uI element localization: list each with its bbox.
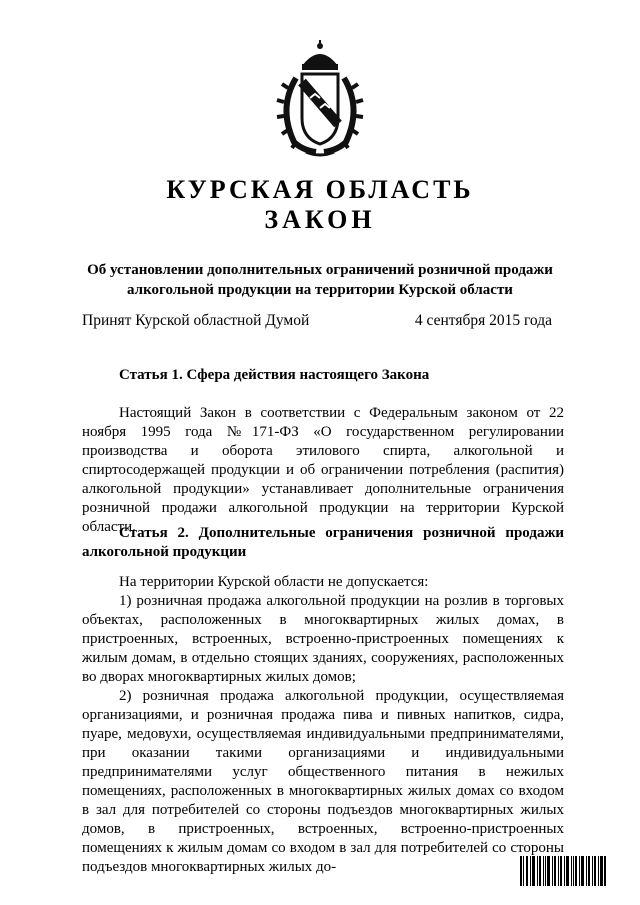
article-1-heading: Статья 1. Сфера действия настоящего Закона bbox=[119, 367, 430, 383]
law-subject-title: Об установлении дополнительных ограничений розничной продажи алкогольной продукции на территории Курской области bbox=[87, 262, 553, 298]
region-title: КУРСКАЯ ОБЛАСТЬ bbox=[166, 175, 474, 204]
article-1-text: Настоящий Закон в соответствии с Федеральным законом от 22 ноября 1995 года №171-ФЗ «О государственном регулировании производства и оборота этилового спирта, алкогольной и спиртосодержащей продукции и об ограничении потребления (распития) алкогольной продукции» устанавливает дополнительные ограничения розничной продажи алкогольной продукции на территории Курской области. bbox=[82, 405, 564, 535]
article-2-intro: На территории Курской области не допускается: bbox=[119, 574, 429, 590]
adoption-line bbox=[82, 311, 552, 331]
barcode-icon bbox=[520, 856, 606, 886]
adopted-by: Принят Курской областной Думой bbox=[82, 312, 310, 329]
document-type-title: ЗАКОН bbox=[264, 205, 376, 234]
article-2-item-2: 2) розничная продажа алкогольной продукции, осуществляемая организациями, и розничная продажа пива и пивных напитков, сидра, пуаре, медовухи, осуществляемая индивидуальными предпринимателями, при оказании такими организациями и индивидуальными предпринимателями услуг общественного питания в нежилых помещениях, расположенных в многоквартирных жилых домах со входом в зал для потребителей со стороны подъездов многоквартирных жилых домов, в пристроенных, встроенных, встроенно-пристроенных помещениях к жилым домам со входом в зал для потребителей со стороны подъездов многоквартирных жилых до- bbox=[82, 688, 564, 875]
coat-of-arms-icon bbox=[272, 38, 368, 158]
article-2-item-1: 1) розничная продажа алкогольной продукции на розлив в торговых объектах, расположенных в многоквартирных жилых домах, в пристроенных, встроенных, встроенно-пристроенных помещениях к жилым домам, в отдельно стоящих зданиях, сооружениях, расположенных во дворах многоквартирных жилых домов; bbox=[82, 593, 564, 685]
article-2-heading: Статья 2. Дополнительные ограничения розничной продажи алкогольной продукции bbox=[82, 525, 564, 560]
adoption-date: 4 сентября 2015 года bbox=[414, 312, 552, 329]
